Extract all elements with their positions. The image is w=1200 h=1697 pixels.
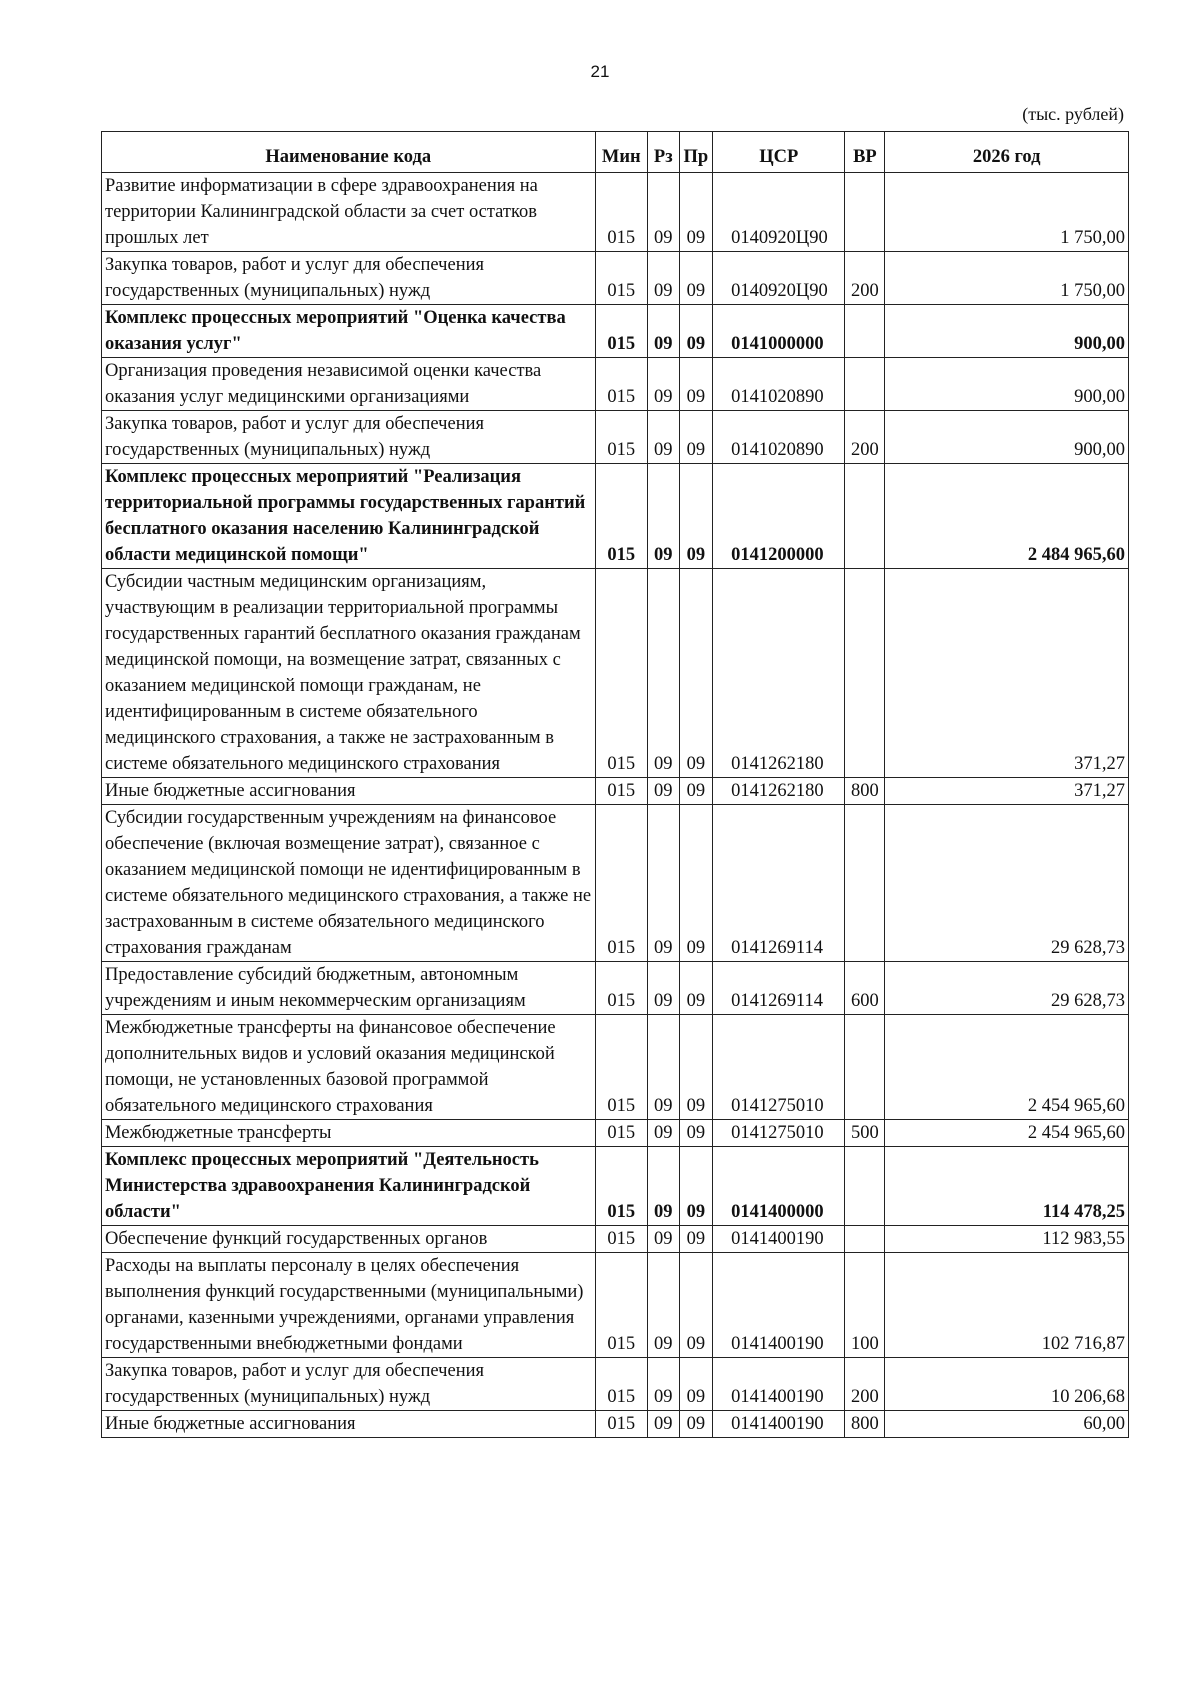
cell-pr: 09 bbox=[679, 1015, 713, 1120]
table-row bbox=[102, 411, 1129, 464]
cell-csr: 0141400000 bbox=[713, 1147, 845, 1226]
cell-csr: 0141200000 bbox=[713, 464, 845, 569]
cell-pr: 09 bbox=[679, 962, 713, 1015]
cell-min: 015 bbox=[595, 569, 648, 778]
cell-amount: 900,00 bbox=[885, 305, 1129, 358]
header-year: 2026 год bbox=[885, 132, 1129, 173]
cell-amount: 900,00 bbox=[885, 358, 1129, 411]
cell-vr: 600 bbox=[845, 962, 885, 1015]
cell-csr: 0141269114 bbox=[713, 962, 845, 1015]
cell-name: Закупка товаров, работ и услуг для обеспечения государственных (муниципальных) нужд bbox=[102, 252, 596, 305]
cell-vr: 800 bbox=[845, 778, 885, 805]
cell-rz: 09 bbox=[648, 1411, 680, 1438]
table-row bbox=[102, 1120, 1129, 1147]
page-number: 21 bbox=[590, 62, 610, 81]
cell-min: 015 bbox=[595, 1411, 648, 1438]
table-row bbox=[102, 1147, 1129, 1226]
cell-vr: 100 bbox=[845, 1253, 885, 1358]
cell-name: Иные бюджетные ассигнования bbox=[102, 1411, 596, 1438]
cell-name: Закупка товаров, работ и услуг для обеспечения государственных (муниципальных) нужд bbox=[102, 1358, 596, 1411]
cell-pr: 09 bbox=[679, 1358, 713, 1411]
header-rz: Рз bbox=[648, 132, 680, 173]
table-header-row bbox=[102, 132, 1129, 173]
cell-vr bbox=[845, 805, 885, 962]
cell-rz: 09 bbox=[648, 464, 680, 569]
cell-min: 015 bbox=[595, 1358, 648, 1411]
table-row bbox=[102, 1358, 1129, 1411]
cell-name: Субсидии государственным учреждениям на финансовое обеспечение (включая возмещение затрат), связанное с оказанием медицинской помощи не идентифицированным в системе обязательного медицинского страхования, а также не застрахованным в системе обязательного медицинского страхования гражданам bbox=[102, 805, 596, 962]
cell-vr bbox=[845, 358, 885, 411]
cell-vr bbox=[845, 1226, 885, 1253]
table-row bbox=[102, 305, 1129, 358]
cell-amount: 114 478,25 bbox=[885, 1147, 1129, 1226]
cell-rz: 09 bbox=[648, 1015, 680, 1120]
cell-vr: 500 bbox=[845, 1120, 885, 1147]
cell-pr: 09 bbox=[679, 358, 713, 411]
cell-rz: 09 bbox=[648, 1358, 680, 1411]
header-vr: ВР bbox=[845, 132, 885, 173]
cell-amount: 2 454 965,60 bbox=[885, 1015, 1129, 1120]
header-csr: ЦСР bbox=[713, 132, 845, 173]
units-label: (тыс. рублей) bbox=[1022, 104, 1124, 124]
cell-vr: 200 bbox=[845, 1358, 885, 1411]
cell-name: Предоставление субсидий бюджетным, автономным учреждениям и иным некоммерческим организациям bbox=[102, 962, 596, 1015]
cell-vr bbox=[845, 1147, 885, 1226]
cell-vr bbox=[845, 305, 885, 358]
cell-vr bbox=[845, 464, 885, 569]
cell-amount: 10 206,68 bbox=[885, 1358, 1129, 1411]
table-row bbox=[102, 778, 1129, 805]
cell-pr: 09 bbox=[679, 305, 713, 358]
cell-vr: 200 bbox=[845, 252, 885, 305]
table-row bbox=[102, 805, 1129, 962]
cell-csr: 0141262180 bbox=[713, 778, 845, 805]
budget-table bbox=[101, 131, 1129, 1438]
cell-min: 015 bbox=[595, 962, 648, 1015]
table-row bbox=[102, 962, 1129, 1015]
cell-rz: 09 bbox=[648, 778, 680, 805]
cell-name: Организация проведения независимой оценки качества оказания услуг медицинскими организациями bbox=[102, 358, 596, 411]
cell-csr: 0141400190 bbox=[713, 1253, 845, 1358]
cell-vr bbox=[845, 173, 885, 252]
cell-min: 015 bbox=[595, 173, 648, 252]
cell-pr: 09 bbox=[679, 1120, 713, 1147]
cell-min: 015 bbox=[595, 1147, 648, 1226]
table-row bbox=[102, 569, 1129, 778]
cell-pr: 09 bbox=[679, 1147, 713, 1226]
cell-min: 015 bbox=[595, 778, 648, 805]
cell-min: 015 bbox=[595, 805, 648, 962]
table-row bbox=[102, 1226, 1129, 1253]
cell-min: 015 bbox=[595, 1015, 648, 1120]
cell-rz: 09 bbox=[648, 173, 680, 252]
header-name: Наименование кода bbox=[102, 132, 596, 173]
cell-pr: 09 bbox=[679, 569, 713, 778]
cell-csr: 0140920Ц90 bbox=[713, 252, 845, 305]
table-row bbox=[102, 173, 1129, 252]
cell-name: Субсидии частным медицинским организациям, участвующим в реализации территориальной программы государственных гарантий бесплатного оказания гражданам медицинской помощи, на возмещение затрат, связанных с оказанием медицинской помощи гражданам, не идентифицированным в системе обязательного медицинского страхования, а также не застрахованным в системе обязательного медицинского страхования bbox=[102, 569, 596, 778]
cell-rz: 09 bbox=[648, 411, 680, 464]
cell-min: 015 bbox=[595, 411, 648, 464]
cell-name: Комплекс процессных мероприятий "Деятельность Министерства здравоохранения Калининградской области" bbox=[102, 1147, 596, 1226]
cell-csr: 0141400190 bbox=[713, 1411, 845, 1438]
cell-pr: 09 bbox=[679, 1411, 713, 1438]
cell-amount: 29 628,73 bbox=[885, 805, 1129, 962]
table-row bbox=[102, 252, 1129, 305]
table-row bbox=[102, 1015, 1129, 1120]
cell-pr: 09 bbox=[679, 778, 713, 805]
cell-pr: 09 bbox=[679, 252, 713, 305]
header-min: Мин bbox=[595, 132, 648, 173]
cell-amount: 112 983,55 bbox=[885, 1226, 1129, 1253]
cell-pr: 09 bbox=[679, 805, 713, 962]
cell-csr: 0140920Ц90 bbox=[713, 173, 845, 252]
table-row bbox=[102, 464, 1129, 569]
cell-vr bbox=[845, 569, 885, 778]
cell-amount: 900,00 bbox=[885, 411, 1129, 464]
cell-name: Комплекс процессных мероприятий "Реализация территориальной программы государственных гарантий бесплатного оказания населению Калининградской области медицинской помощи" bbox=[102, 464, 596, 569]
header-pr: Пр bbox=[679, 132, 713, 173]
cell-csr: 0141000000 bbox=[713, 305, 845, 358]
cell-rz: 09 bbox=[648, 962, 680, 1015]
cell-csr: 0141020890 bbox=[713, 411, 845, 464]
cell-name: Обеспечение функций государственных органов bbox=[102, 1226, 596, 1253]
cell-name: Иные бюджетные ассигнования bbox=[102, 778, 596, 805]
cell-rz: 09 bbox=[648, 1120, 680, 1147]
cell-rz: 09 bbox=[648, 805, 680, 962]
table-row bbox=[102, 358, 1129, 411]
cell-min: 015 bbox=[595, 252, 648, 305]
cell-amount: 29 628,73 bbox=[885, 962, 1129, 1015]
cell-name: Закупка товаров, работ и услуг для обеспечения государственных (муниципальных) нужд bbox=[102, 411, 596, 464]
cell-amount: 2 454 965,60 bbox=[885, 1120, 1129, 1147]
cell-min: 015 bbox=[595, 1253, 648, 1358]
cell-csr: 0141020890 bbox=[713, 358, 845, 411]
cell-amount: 371,27 bbox=[885, 569, 1129, 778]
cell-min: 015 bbox=[595, 1226, 648, 1253]
cell-rz: 09 bbox=[648, 358, 680, 411]
cell-name: Межбюджетные трансферты на финансовое обеспечение дополнительных видов и условий оказания медицинской помощи, не установленных базовой программой обязательного медицинского страхования bbox=[102, 1015, 596, 1120]
cell-min: 015 bbox=[595, 305, 648, 358]
table-row bbox=[102, 1253, 1129, 1358]
cell-amount: 60,00 bbox=[885, 1411, 1129, 1438]
cell-csr: 0141400190 bbox=[713, 1358, 845, 1411]
cell-amount: 1 750,00 bbox=[885, 252, 1129, 305]
cell-vr: 200 bbox=[845, 411, 885, 464]
cell-rz: 09 bbox=[648, 252, 680, 305]
cell-min: 015 bbox=[595, 358, 648, 411]
cell-pr: 09 bbox=[679, 173, 713, 252]
cell-min: 015 bbox=[595, 464, 648, 569]
table-body bbox=[102, 173, 1129, 1438]
cell-name: Развитие информатизации в сфере здравоохранения на территории Калининградской области за счет остатков прошлых лет bbox=[102, 173, 596, 252]
cell-csr: 0141269114 bbox=[713, 805, 845, 962]
cell-rz: 09 bbox=[648, 1147, 680, 1226]
cell-name: Комплекс процессных мероприятий "Оценка качества оказания услуг" bbox=[102, 305, 596, 358]
cell-amount: 102 716,87 bbox=[885, 1253, 1129, 1358]
cell-rz: 09 bbox=[648, 1226, 680, 1253]
cell-vr: 800 bbox=[845, 1411, 885, 1438]
cell-name: Расходы на выплаты персоналу в целях обеспечения выполнения функций государственными (муниципальными) органами, казенными учреждениями, органами управления государственными внебюджетными фондами bbox=[102, 1253, 596, 1358]
cell-rz: 09 bbox=[648, 1253, 680, 1358]
cell-pr: 09 bbox=[679, 1253, 713, 1358]
cell-csr: 0141275010 bbox=[713, 1120, 845, 1147]
cell-csr: 0141400190 bbox=[713, 1226, 845, 1253]
cell-csr: 0141262180 bbox=[713, 569, 845, 778]
cell-rz: 09 bbox=[648, 305, 680, 358]
cell-pr: 09 bbox=[679, 1226, 713, 1253]
table-row bbox=[102, 1411, 1129, 1438]
cell-pr: 09 bbox=[679, 411, 713, 464]
cell-amount: 2 484 965,60 bbox=[885, 464, 1129, 569]
cell-pr: 09 bbox=[679, 464, 713, 569]
cell-amount: 1 750,00 bbox=[885, 173, 1129, 252]
cell-min: 015 bbox=[595, 1120, 648, 1147]
cell-rz: 09 bbox=[648, 569, 680, 778]
cell-vr bbox=[845, 1015, 885, 1120]
cell-amount: 371,27 bbox=[885, 778, 1129, 805]
cell-csr: 0141275010 bbox=[713, 1015, 845, 1120]
cell-name: Межбюджетные трансферты bbox=[102, 1120, 596, 1147]
